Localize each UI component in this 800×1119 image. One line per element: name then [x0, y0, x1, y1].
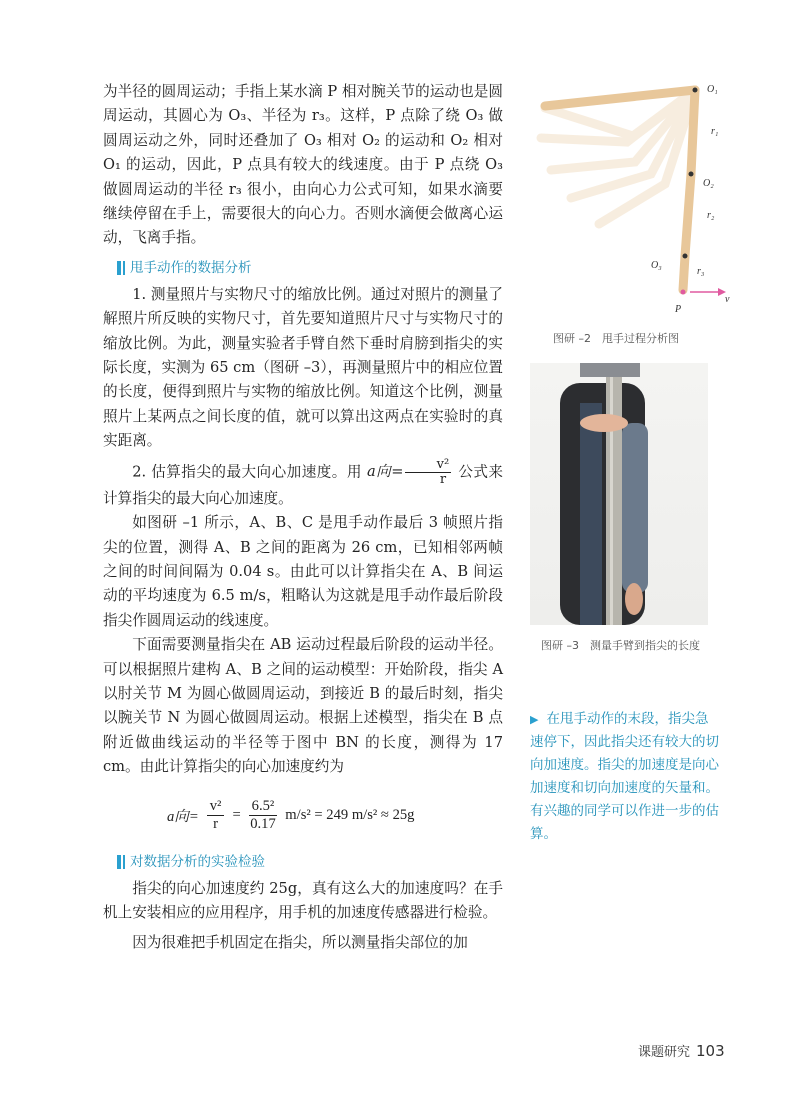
inline-formula: a向= $\frac{\text{v²}}{r}$: [367, 456, 450, 487]
arm-swing-diagram: [515, 78, 735, 318]
heading-marker: [117, 261, 121, 275]
triangle-bullet-icon: ▶: [530, 713, 539, 726]
paragraph-velocity: 如图研 –1 所示，A、B、C 是甩手动作最后 3 帧照片指尖的位置，测得 A、B 之间的距离为 26 cm，已知相邻两帧之间的时间间隔为 0.04 s。由此可以计算指尖在 A、B 间运动的平均速度为 6.5 m/s，粗略认为这就是甩手动作最后阶段指尖作圆周运动的线速度。: [103, 514, 503, 629]
label-r2: r₂: [707, 210, 715, 221]
heading-marker: [117, 855, 121, 869]
paragraph-radius: 下面需要测量指尖在 AB 运动过程最后阶段的运动半径。可以根据照片建构 A、B 之间的运动模型：开始阶段，指尖 A 以肘关节 M 为圆心做圆周运动，到接近 B 的最后时刻，指尖以腕关节 N 为圆心做圆周运动。根据上述模型，指尖在 B 点附近做曲线运动的半径等于图中 BN 的长度，测得为 17 cm。由此计算指尖的向心加速度约为: [103, 636, 503, 776]
acceleration-formula: a向= $\frac{\text{v²}}{r}$ = $\frac{\text{6.5²}}{0.17}$ m/s² = 249 m/s² ≈ 25g: [167, 797, 415, 832]
main-text-column: [103, 80, 503, 956]
point-p-marker: [681, 290, 686, 295]
person-arm: [622, 423, 648, 593]
page-number: 103: [696, 1042, 725, 1060]
paragraph-continues: 因为很难把手机固定在指尖，所以测量指尖部位的加: [132, 934, 468, 952]
arm-measurement-photo: [530, 363, 708, 625]
figure-caption-arm-swing: 图研 –2 甩手过程分析图: [553, 332, 679, 345]
label-o2: O₂: [703, 178, 714, 189]
hand-at-fingertip: [625, 583, 643, 615]
label-p: P: [675, 304, 682, 315]
hand-on-shoulder: [580, 414, 628, 432]
label-r3: r₃: [697, 266, 705, 277]
paragraph-acceleration-method: 2. 估算指尖的最大向心加速度。用 a向= $\frac{\text{v²}}{r}$ 公式来计算指尖的最大向心加速度。: [103, 456, 504, 507]
paragraph-verification: 指尖的向心加速度约 25g，真有这么大的加速度吗？在手机上安装相应的应用程序，用手机的加速度传感器进行检验。: [103, 879, 503, 921]
section-heading-verification: 对数据分析的实验检验: [117, 851, 503, 873]
page-footer: [638, 1041, 725, 1060]
side-note: ▶ 在甩手动作的末段，指尖急速停下，因此指尖还有较大的切向加速度。指尖的加速度是向心加速度和切向加速度的矢量和。有兴趣的同学可以作进一步的估算。: [530, 711, 719, 842]
label-r1: r₁: [711, 126, 719, 137]
paragraph-intro: 为半径的圆周运动；手指上某水滴 P 相对腕关节的运动也是圆周运动，其圆心为 O₃、半径为 r₃。这样，P 点除了绕 O₃ 做圆周运动之外，同时还叠加了 O₃ 相对 O₂ 的运动和 O₂ 相对 O₁ 的运动，因此，P 点具有较大的线速度。由于 P 点绕 O₃ 做圆周运动的半径 r₃ 很小，由向心力公式可知，如果水滴要继续停留在手上，需要很大的向心力。否则水滴便会做离心运动，飞离手指。: [103, 83, 503, 247]
paragraph-scale-ratio: 1. 测量照片与实物尺寸的缩放比例。通过对照片的测量了解照片所反映的实物尺寸，首先要知道照片尺寸与实物尺寸的缩放比例。为此，测量实验者手臂自然下垂时肩膀到指尖的实际长度，实测为 65 cm（图研 –3），再测量照片中的相应位置的长度，便得到照片与实物的缩放比例。知道这个比例，测量照片上某两点之间长度的值，就可以算出这两点在实验时的真实距离。: [103, 285, 503, 450]
section-heading-data-analysis: 甩手动作的数据分析: [117, 257, 503, 279]
label-o3: O₃: [651, 260, 662, 271]
label-o1: O₁: [707, 84, 718, 95]
label-v: v: [725, 294, 730, 305]
figure-caption-measurement: 图研 –3 测量手臂到指尖的长度: [541, 639, 700, 652]
measuring-ruler: [606, 363, 622, 625]
footer-section-label: 课题研究: [638, 1045, 691, 1060]
